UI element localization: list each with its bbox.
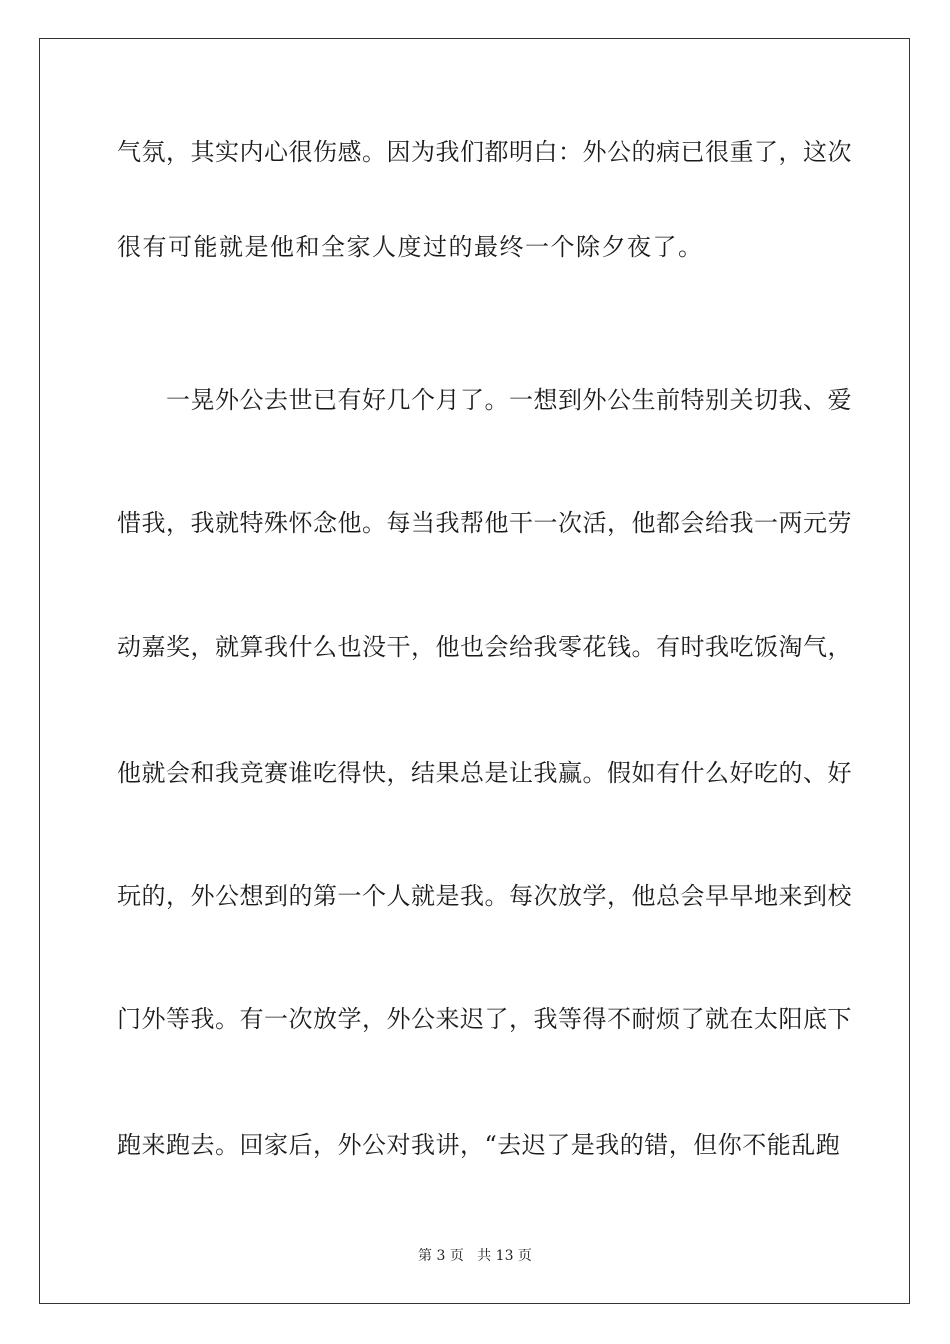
text-line: 跑来跑去。回家后，外公对我讲，“去迟了是我的错，但你不能乱跑 [117,1131,841,1159]
footer-separator [464,1248,477,1264]
text-line: 一晃外公去世已有好几个月了。一想到外公生前特别关切我、爱 [117,386,852,414]
page-footer [0,1246,950,1266]
text-line: 气氛，其实内心很伤感。因为我们都明白：外公的病已很重了，这次 [117,138,852,166]
page-number: 第 3 页 [418,1248,464,1264]
text-line: 动嘉奖，就算我什么也没干，他也会给我零花钱。有时我吃饭淘气， [117,633,852,661]
text-line: 玩的，外公想到的第一个人就是我。每次放学，他总会早早地来到校 [117,882,852,910]
page-border [39,38,910,1304]
text-line: 他就会和我竞赛谁吃得快，结果总是让我赢。假如有什么好吃的、好 [117,759,852,787]
text-line: 门外等我。有一次放学，外公来迟了，我等得不耐烦了就在太阳底下 [117,1005,852,1033]
text-line: 惜我，我就特殊怀念他。每当我帮他干一次活，他都会给我一两元劳 [117,509,852,537]
text-line: 很有可能就是他和全家人度过的最终一个除夕夜了。 [117,233,704,261]
total-pages: 共 13 页 [477,1248,532,1264]
